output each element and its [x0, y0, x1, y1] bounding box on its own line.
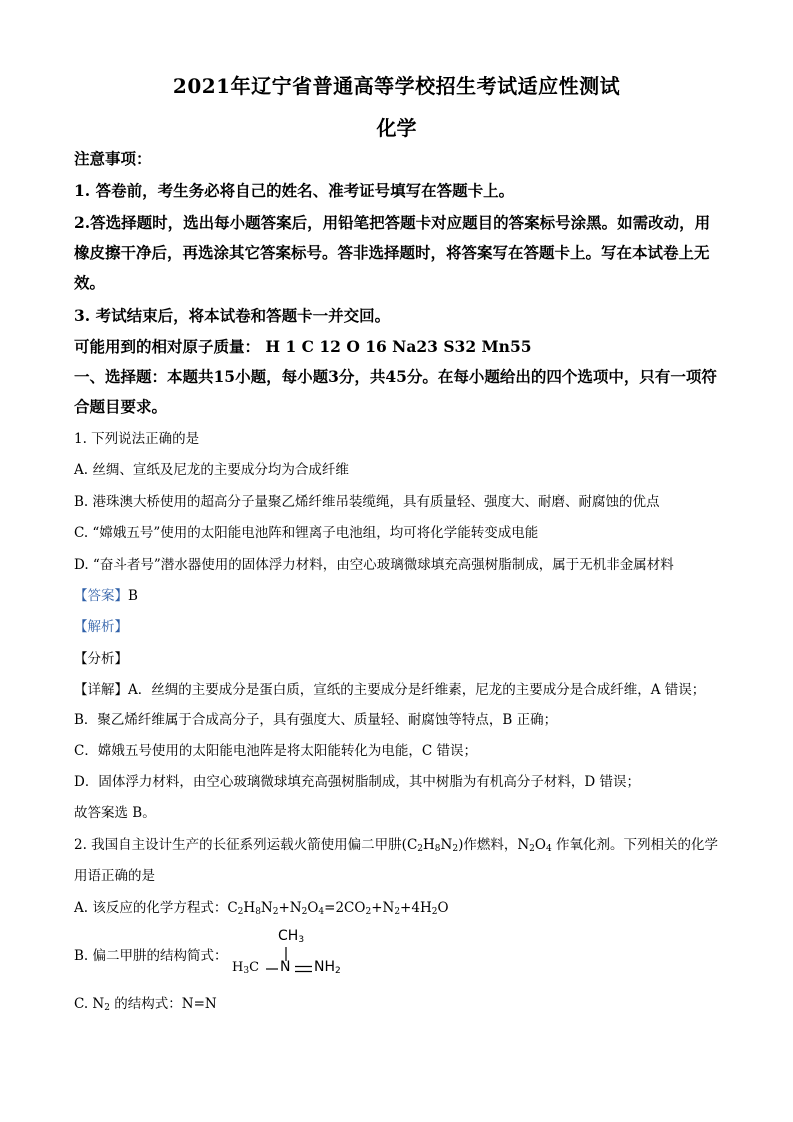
- subscript: 2: [417, 844, 424, 854]
- struct-h3c: [232, 960, 259, 976]
- struct-label: NH: [314, 959, 335, 975]
- notice-item-3: 3. 考试结束后，将本试卷和答题卡一并交回。: [74, 306, 391, 325]
- detail-conclusion: 故答案选 B。: [74, 805, 156, 821]
- subscript: 2: [365, 907, 372, 917]
- fenxi-tag: 【分析】: [74, 651, 128, 667]
- subscript: 2: [452, 844, 459, 854]
- question-1-option-a: A. 丝绸、宣纸及尼龙的主要成分均为合成纤维: [74, 462, 349, 478]
- question-2-option-a: [74, 897, 449, 923]
- subscript: 3: [243, 966, 250, 976]
- detail-line-d: D．固体浮力材料，由空心玻璃微球填充高强树脂制成，其中树脂为有机高分子材料，D 错误；: [74, 774, 640, 790]
- exam-subject: 化学: [376, 116, 417, 140]
- struct-label: C: [249, 960, 260, 975]
- notice-item-1: 1. 答卷前，考生务必将自己的姓名、准考证号填写在答题卡上。: [74, 181, 515, 200]
- q2-option-c-part: C. N: [74, 996, 105, 1012]
- detail-tag: 【详解】: [74, 682, 128, 698]
- q2-stem-part: 2. 我国自主设计生产的长征系列运载火箭使用偏二甲肼(C: [74, 837, 418, 853]
- struct-n: N: [280, 959, 291, 975]
- question-1-option-b: B. 港珠澳大桥使用的超高分子量聚乙烯纤维吊装缆绳，具有质量轻、强度大、耐磨、耐腐蚀的优点: [74, 494, 660, 510]
- structural-formula: [230, 928, 350, 984]
- answer-value: B: [128, 588, 138, 604]
- q2-option-a-part: A. 该反应的化学方程式：C: [74, 900, 238, 916]
- section-heading: 一、选择题：本题共15小题，每小题3分，共45分。在每小题给出的四个选项中，只有一项符合题目要求。: [74, 367, 717, 416]
- exam-title: 2021年辽宁省普通高等学校招生考试适应性测试: [172, 74, 621, 98]
- subscript: 2: [237, 907, 244, 917]
- detail-line-b: B．聚乙烯纤维属于合成高分子，具有强度大、质量轻、耐腐蚀等特点，B 正确；: [74, 712, 558, 728]
- question-2-stem-line-2: 用语正确的是: [74, 868, 155, 884]
- q2-option-a-part: +4H: [400, 900, 432, 916]
- question-2-option-c: [74, 993, 217, 1019]
- struct-label: H: [232, 960, 244, 975]
- subscript: 2: [104, 1003, 110, 1013]
- subscript: 8: [434, 844, 441, 854]
- q2-stem-part: )作燃料，N: [458, 837, 530, 853]
- detail-line-c: C．嫦娥五号使用的太阳能电池阵是将太阳能转化为电能，C 错误；: [74, 743, 477, 759]
- subscript: 3: [298, 935, 305, 945]
- q2-option-a-part: +N: [278, 900, 302, 916]
- subscript: 2: [394, 907, 401, 917]
- subscript: 2: [529, 844, 535, 854]
- q2-stem-part: 作氧化剂。下列相关的化学: [551, 837, 719, 853]
- subscript: 2: [335, 966, 341, 976]
- answer-tag: 【答案】: [74, 588, 128, 604]
- subscript: 2: [431, 907, 438, 917]
- q2-option-a-part: +N: [371, 900, 395, 916]
- q2-option-a-part: O: [307, 900, 319, 916]
- detail-text-a: A．丝绸的主要成分是蛋白质，宣纸的主要成分是纤维素，尼龙的主要成分是合成纤维，A 错误；: [128, 682, 706, 698]
- q2-option-c-part: 的结构式：N=N: [109, 996, 217, 1012]
- analysis-tag: 【解析】: [74, 619, 128, 635]
- question-2-option-b: B. 偏二甲肼的结构简式：: [74, 948, 228, 964]
- subscript: 2: [301, 907, 308, 917]
- answer-row: [74, 585, 138, 607]
- question-1-option-c: C. “嫦娥五号”使用的太阳能电池阵和锂离子电池组，均可将化学能转变成电能: [74, 525, 539, 541]
- struct-nh2: [314, 959, 341, 976]
- question-1-stem: 1. 下列说法正确的是: [74, 431, 200, 447]
- subscript: 4: [318, 907, 325, 917]
- q2-stem-part: N: [440, 837, 453, 853]
- question-1-option-d: D. “奋斗者号”潜水器使用的固体浮力材料，由空心玻璃微球填充高强树脂制成，属于无机非金属材料: [74, 557, 674, 573]
- subscript: 2: [272, 907, 279, 917]
- detail-line-a: [74, 679, 705, 701]
- atomic-masses: 可能用到的相对原子质量： H 1 C 12 O 16 Na23 S32 Mn55: [74, 337, 532, 356]
- q2-option-a-part: N: [260, 900, 273, 916]
- q2-stem-part: O: [534, 837, 546, 853]
- question-2-stem-line-1: [74, 834, 718, 860]
- notice-heading: 注意事项：: [74, 149, 152, 168]
- q2-option-a-part: =2CO: [324, 900, 366, 916]
- struct-label: CH: [278, 928, 299, 944]
- q2-option-a-part: O: [437, 900, 449, 916]
- q2-option-a-part: H: [243, 900, 256, 916]
- notice-item-2: 2.答选择题时，选出每小题答案后，用铅笔把答题卡对应题目的答案标号涂黑。如需改动，用橡皮擦干净后，再选涂其它答案标号。答非选择题时，将答案写在答题卡上。写在本试卷上无效。: [74, 213, 711, 292]
- q2-stem-part: H: [423, 837, 435, 853]
- subscript: 4: [545, 844, 552, 854]
- subscript: 8: [255, 907, 261, 917]
